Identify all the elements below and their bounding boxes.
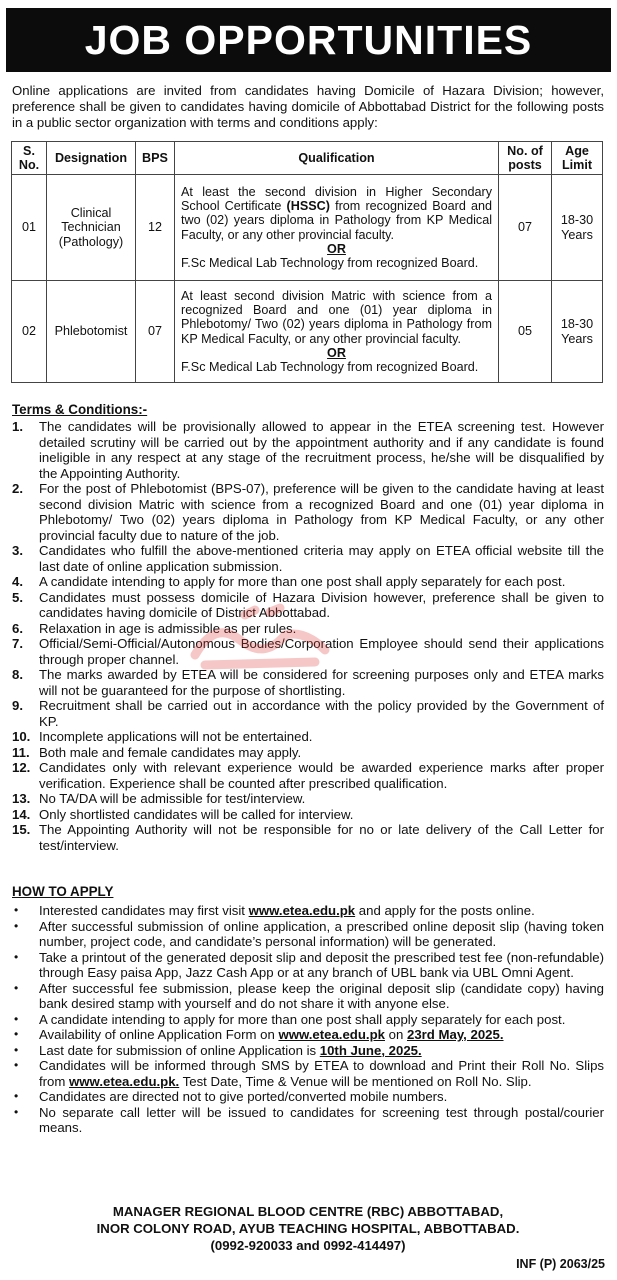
- howto-item: [12, 1089, 604, 1105]
- terms-item-text: The marks awarded by ETEA will be considered for screening purposes only and ETEA marks will not be guaranteed for the purpose of shortlisting.: [39, 667, 604, 698]
- table-row: [12, 175, 603, 281]
- howto-highlight: 10th June, 2025.: [319, 1042, 422, 1058]
- terms-item-number: 15.: [12, 822, 31, 837]
- terms-item-text: Official/Semi-Official/Autonomous Bodies/Corporation Employee should send their applications through proper channel.: [39, 636, 604, 667]
- terms-item-number: 4.: [12, 574, 23, 589]
- bullet-icon: •: [14, 1104, 19, 1119]
- terms-item-number: 10.: [12, 729, 31, 744]
- terms-item-text: The Appointing Authority will not be responsible for no or late delivery of the Call Letter for test/interview.: [39, 822, 604, 853]
- terms-item-text: Relaxation in age is admissible as per rules.: [39, 620, 297, 636]
- terms-item: [12, 791, 604, 807]
- howto-item: [12, 1058, 604, 1089]
- cell-designation: Clinical Technician (Pathology): [47, 175, 136, 281]
- terms-list: [12, 419, 604, 853]
- intro-paragraph: Online applications are invited from candidates having Domicile of Hazara Division; however, preference shall be given to candidates having domicile of Abbottabad District for the following posts in a public sector organization with terms and conditions apply:: [12, 83, 604, 130]
- bullet-icon: •: [14, 1058, 19, 1072]
- howto-highlight: www.etea.edu.pk: [278, 1027, 385, 1042]
- howto-item: [12, 919, 604, 950]
- howto-text: No separate call letter will be issued to candidates for screening test through postal/courier means.: [39, 1104, 604, 1135]
- terms-item-number: 5.: [12, 589, 23, 605]
- terms-item-text: Both male and female candidates may apply.: [39, 744, 302, 760]
- howto-item: [12, 903, 604, 919]
- howto-text: Availability of online Application Form on: [39, 1027, 279, 1042]
- header-posts: No. of posts: [499, 142, 552, 175]
- terms-item-text: The candidates will be provisionally allowed to appear in the ETEA screening test. However detailed scrutiny will be carried out by the appointment authority and if any candidate is found ineligible in any respect at any stage of the recruitment process, he/she will be disqualified by the Appointing Authority.: [39, 419, 604, 481]
- howto-text: A candidate intending to apply for more than one post shall apply separately for each post.: [39, 1011, 566, 1027]
- terms-item-number: 3.: [12, 543, 23, 558]
- terms-item: [12, 574, 604, 590]
- terms-item-text: Only shortlisted candidates will be called for interview.: [39, 806, 354, 822]
- cell-age: 18-30 Years: [552, 175, 603, 281]
- terms-item-number: 2.: [12, 481, 23, 496]
- terms-item: [12, 621, 604, 637]
- bullet-icon: •: [14, 903, 19, 917]
- howto-text: Test Date, Time & Venue will be mentioned on Roll No. Slip.: [179, 1073, 532, 1089]
- terms-item-number: 11.: [12, 744, 30, 760]
- footer-line: MANAGER REGIONAL BLOOD CENTRE (RBC) ABBOTTABAD,: [112, 1204, 504, 1219]
- howto-text: Candidates will be informed through SMS by ETEA to download and Print their Roll No. Slips from: [39, 1058, 604, 1089]
- header-age: Age Limit: [552, 142, 603, 175]
- howto-highlight: www.etea.edu.pk: [248, 903, 356, 918]
- terms-item: [12, 729, 604, 745]
- howto-text: After successful fee submission, please keep the original deposit slip (candidate copy) having bank desired stamp with yourself and do not share it with anyone else.: [39, 980, 604, 1011]
- terms-item: [12, 590, 604, 621]
- terms-item-text: A candidate intending to apply for more than one post shall apply separately for each post.: [39, 574, 566, 589]
- cell-designation: Phlebotomist: [47, 281, 136, 383]
- qualification-text: from recognized Board and two (02) years diploma in Pathology from KP Medical Faculty, or any other provincial faculty.: [181, 199, 493, 242]
- terms-item-text: Recruitment shall be carried out in accordance with the policy provided by the Government of KP.: [39, 698, 604, 729]
- howto-title: HOW TO APPLY: [12, 884, 114, 899]
- terms-item-number: 12.: [12, 760, 31, 775]
- footer-line: INOR COLONY ROAD, AYUB TEACHING HOSPITAL, ABBOTTABAD.: [96, 1221, 520, 1236]
- posts-table: [11, 141, 603, 383]
- footer-line: (0992-920033 and 0992-414497): [210, 1238, 406, 1253]
- terms-item-text: Candidates must possess domicile of Hazara Division however, preference shall be given to candidates having domicile of District Abbottabad.: [39, 589, 604, 620]
- qualification-or: OR: [327, 345, 346, 360]
- terms-item: [12, 481, 604, 543]
- qualification-alt: F.Sc Medical Lab Technology from recognized Board.: [181, 255, 479, 270]
- howto-item: [12, 1027, 604, 1043]
- banner-title: JOB OPPORTUNITIES: [6, 8, 611, 72]
- cell-sno: 02: [12, 281, 47, 383]
- howto-text: and apply for the posts online.: [355, 903, 535, 918]
- cell-bps: 12: [136, 175, 175, 281]
- howto-text: Interested candidates may first visit: [39, 903, 249, 918]
- howto-highlight: 23rd May, 2025.: [406, 1027, 504, 1042]
- terms-item: [12, 543, 604, 574]
- terms-item-number: 14.: [12, 806, 31, 822]
- terms-item-number: 13.: [12, 791, 31, 806]
- cell-sno: 01: [12, 175, 47, 281]
- qualification-alt: F.Sc Medical Lab Technology from recognized Board.: [181, 359, 479, 374]
- terms-item-number: 9.: [12, 698, 23, 713]
- cell-qualification: [175, 281, 499, 383]
- howto-item: [12, 1043, 604, 1059]
- cell-posts: 05: [499, 281, 552, 383]
- cell-posts: 07: [499, 175, 552, 281]
- howto-text: on: [384, 1027, 407, 1042]
- howto-item: [12, 981, 604, 1012]
- bullet-icon: •: [14, 949, 19, 964]
- howto-text: Take a printout of the generated deposit slip and deposit the prescribed test fee (non-refundable) through Easy paisa App, Jazz Cash App or at any branch of UBL bank via UBL Omni Agent.: [39, 949, 604, 980]
- terms-item-number: 7.: [12, 636, 23, 651]
- howto-text: Last date for submission of online Application is: [39, 1042, 320, 1058]
- qualification-or: OR: [327, 241, 346, 256]
- cell-age: 18-30 Years: [552, 281, 603, 383]
- table-header-row: [12, 142, 603, 175]
- terms-title: Terms & Conditions:-: [12, 402, 148, 417]
- header-qualification: Qualification: [175, 142, 499, 175]
- terms-item-text: Incomplete applications will not be entertained.: [39, 729, 313, 744]
- terms-item: [12, 667, 604, 698]
- terms-item: [12, 745, 604, 761]
- terms-item: [12, 419, 604, 481]
- howto-item: [12, 1105, 604, 1136]
- terms-item-number: 8.: [12, 667, 23, 682]
- header-sno: S. No.: [12, 142, 47, 175]
- terms-item: [12, 698, 604, 729]
- howto-text: Candidates are directed not to give ported/converted mobile numbers.: [39, 1089, 448, 1104]
- bullet-icon: •: [14, 1042, 19, 1057]
- qualification-bold: (HSSC): [286, 199, 330, 214]
- header-designation: Designation: [47, 142, 136, 175]
- reference-number: INF (P) 2063/25: [516, 1257, 605, 1271]
- terms-item-text: No TA/DA will be admissible for test/interview.: [39, 791, 306, 806]
- bullet-icon: •: [14, 1011, 19, 1026]
- bullet-icon: •: [14, 1089, 19, 1103]
- cell-qualification: [175, 175, 499, 281]
- howto-text: After successful submission of online application, a prescribed online deposit slip (having token number, project code, and candidate’s personal information) will be generated.: [39, 918, 604, 949]
- footer-address: [12, 1203, 604, 1254]
- table-row: [12, 281, 603, 383]
- terms-item-number: 1.: [12, 419, 23, 434]
- howto-list: [12, 903, 604, 1136]
- terms-item: [12, 760, 604, 791]
- qualification-text: At least the second division in Higher Secondary School Certificate: [181, 184, 492, 214]
- terms-item-text: For the post of Phlebotomist (BPS-07), preference will be given to the candidate having at least second division Matric with science from a recognized Board and one (01) year diploma in Phlebotomy/ Two (02) years diploma in Pathology from KP Medical Faculty, or any other provincial faculty due to nature of the job.: [39, 481, 604, 543]
- bullet-icon: •: [14, 1027, 19, 1041]
- howto-highlight: www.etea.edu.pk.: [69, 1073, 180, 1089]
- header-bps: BPS: [136, 142, 175, 175]
- howto-item: [12, 1012, 604, 1028]
- howto-item: [12, 950, 604, 981]
- terms-item: [12, 636, 604, 667]
- cell-bps: 07: [136, 281, 175, 383]
- terms-item: [12, 822, 604, 853]
- terms-item: [12, 807, 604, 823]
- bullet-icon: •: [14, 918, 19, 933]
- bullet-icon: •: [14, 980, 19, 995]
- terms-item-text: Candidates who fulfill the above-mentioned criteria may apply on ETEA official website till the last date of online application submission.: [39, 543, 604, 574]
- terms-item-number: 6.: [12, 620, 23, 636]
- qualification-text: At least second division Matric with science from a recognized Board and one (01) year diploma in Phlebotomy/ Two (02) years diploma in Pathology from KP Medical Faculty, or any other provincial faculty.: [181, 288, 492, 346]
- terms-item-text: Candidates only with relevant experience would be awarded experience marks after proper verification. Experience shall be counted after prescribed qualification.: [39, 760, 604, 791]
